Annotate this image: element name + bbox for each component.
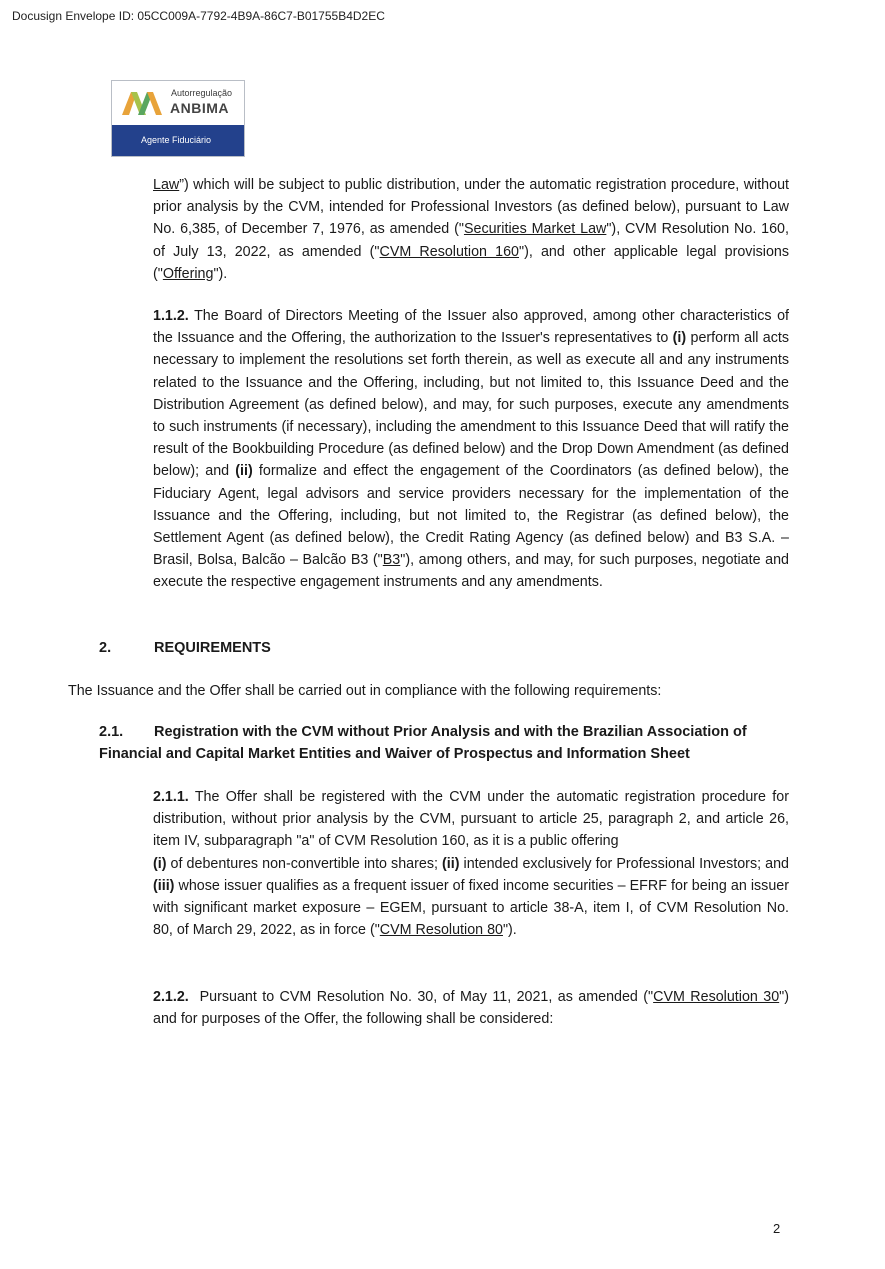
clause-number: 2.1.2. [153,989,189,1005]
clause-number: 1.1.2. [153,308,189,324]
page-number: 2 [773,1221,781,1236]
section-2-1-title-line1: Registration with the CVM without Prior Analysis and with the Brazilian Association of [154,724,747,740]
defined-term-cvm-resolution-80: CVM Resolution 80 [379,922,503,939]
anbima-logo [111,80,245,157]
logo-brand: ANBIMA [170,100,229,116]
section-2-1-title-line2: Financial and Capital Market Entities and Waiver of Prospectus and Information Sheet [99,746,690,762]
envelope-id: Docusign Envelope ID: 05CC009A-7792-4B9A-86C7-B01755B4D2EC [12,9,385,23]
logo-small-text: Autorregulação [171,88,233,98]
clause-2-1-2: 2.1.2. Pursuant to CVM Resolution No. 30, of May 11, 2021, as amended ("CVM Resolution 30") and for purposes of the Offer, the following shall be considered: [153,989,790,1028]
defined-term-law: Law [153,177,180,193]
section-2-number: 2. [99,640,112,656]
defined-term-cvm-resolution-160: CVM Resolution 160 [379,243,519,260]
defined-term-cvm-resolution-30: CVM Resolution 30 [653,989,780,1005]
defined-term-securities-market-law: Securities Market Law [463,221,607,238]
anbima-mark-icon [122,91,162,117]
clause-2-1-1: 2.1.1. The Offer shall be registered with the CVM under the automatic registration procedure for distribution, without prior analysis by the CVM, pursuant to article 25, paragraph 2, and article 26, item IV, subparagraph "a" of CVM Resolution 160, as it is a public offering (i) of debentures non-convertible into shares; (ii) intended exclusively for Professional Investors; and (iii) whose issuer qualifies as a frequent issuer of fixed income securities – EFRF for being an issuer with significant market exposure – EGEM, pursuant to article 38-A, item I, of CVM Resolution No. 80, of March 29, 2022, as in force ("CVM Resolution 80"). [153,789,789,939]
paragraph-law-continuation: Law”) which will be subject to public distribution, under the automatic registration procedure, without prior analysis by the CVM, intended for Professional Investors (as defined below), pursuant to Law No. 6,385, of December 7, 1976, as amended ("Securities Market Law"), CVM Resolution No. 160, of July 13, 2022, as amended ("CVM Resolution 160"), and other applicable legal provisions ("Offering"). [153,177,789,282]
section-2-title: REQUIREMENTS [154,640,271,656]
section-2-intro: The Issuance and the Offer shall be carried out in compliance with the following requirements: [68,683,662,699]
clause-number: 2.1.1. [153,789,189,805]
defined-term-b3: B3 [382,552,401,569]
section-2-1-number: 2.1. [99,724,124,740]
defined-term-offering: Offering [162,265,214,282]
clause-1-1-2: 1.1.2. The Board of Directors Meeting of the Issuer also approved, among other characteristics of the Issuance and the Offering, the authorization to the Issuer's representatives to (i) perform all acts necessary to implement the resolutions set forth therein, as well as execute all and any instruments related to the Issuance and the Offering, including, but not limited to, this Issuance Deed and the Distribution Agreement (as defined below), and may, for such purposes, execute any amendments to such instruments (if necessary), including the amendment to this Issuance Deed that will ratify the result of the Bookbuilding Procedure (as defined below) and the Drop Down Amendment (as defined below); and (ii) formalize and effect the engagement of the Coordinators (as defined below), the Fiduciary Agent, legal advisors and service providers necessary for the implementation of the Issuance and the Offering, including, but not limited to, the Registrar (as defined below), the Settlement Agent (as defined below), the Credit Rating Agency (as defined below) and B3 S.A. – Brasil, Bolsa, Balcão – Balcão B3 ("B3"), among others, and may, for such purposes, negotiate and execute the respective engagement instruments and any amendments. [153,308,789,591]
logo-band: Agente Fiduciário [112,125,244,156]
